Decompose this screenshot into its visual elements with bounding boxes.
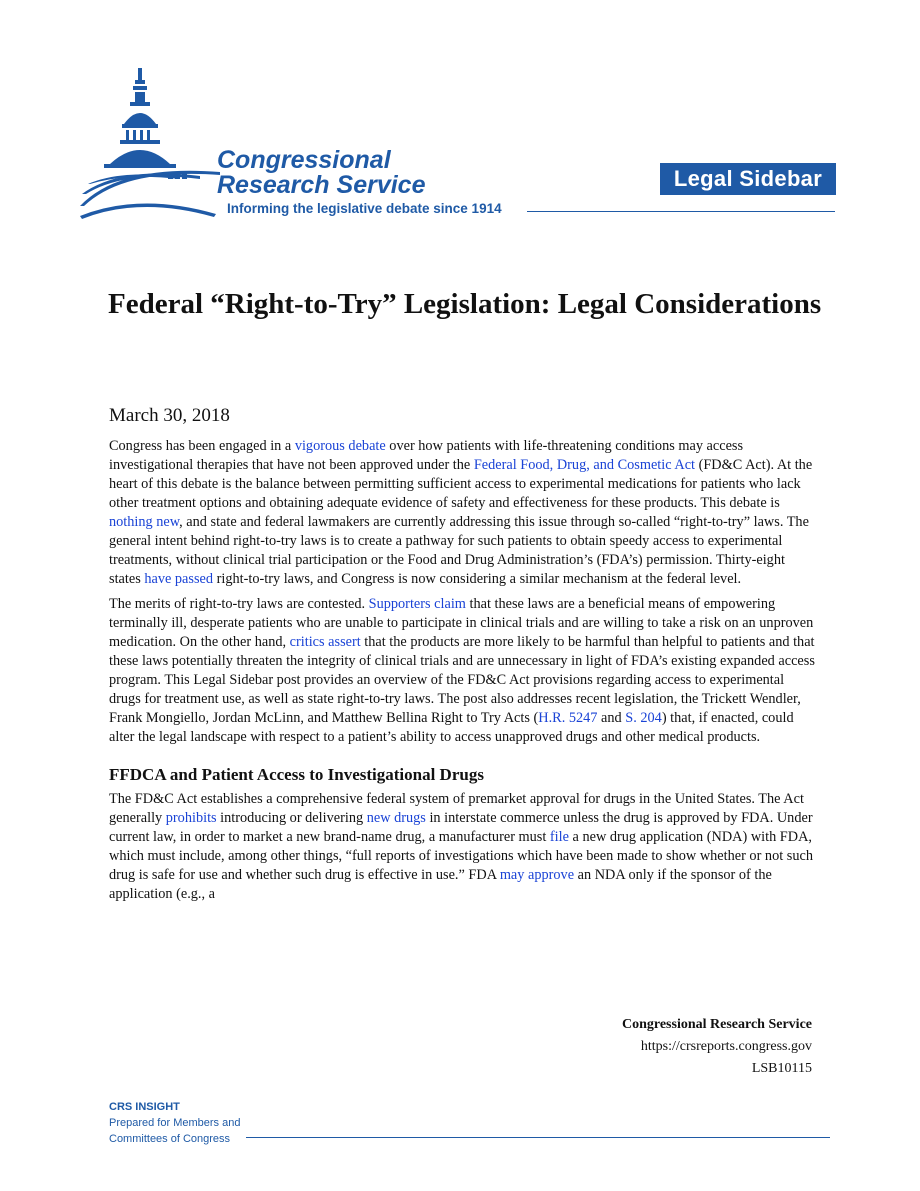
text-run: a new drug application (NDA) with FDA, which must include, among other things, “full reports of investigations which have been made to show whether or not such drug is safe for use and whether such drug is effective in use.” FDA xyxy=(109,829,813,883)
link-file[interactable]: file xyxy=(549,829,569,845)
org-name-line1: Congressional xyxy=(217,146,391,174)
link-may-approve[interactable]: may approve xyxy=(499,867,575,883)
org-name-line2: Research Service xyxy=(217,171,426,199)
paragraph-2 xyxy=(109,595,815,747)
footer-org: Congressional Research Service xyxy=(621,1017,812,1032)
text-run: The merits of right-to-try laws are contested. xyxy=(109,596,369,612)
text-run: that the products are more likely to be harmful than helpful to patients and that these laws potentially threaten the integrity of clinical trials and are unnecessary in light of FDA’s existing expanded access program. This Legal Sidebar post provides an overview of the FD&C Act provisions regarding access to experimental drugs for treatment use, as well as state right-to-try laws. The post also addresses recent legislation, the Trickett Wendler, Frank Mongiello, Jordan McLinn, and Matthew Bellina Right to Try Acts ( xyxy=(109,634,815,726)
header-divider xyxy=(527,211,835,212)
crs-insight-heading: CRS INSIGHT xyxy=(109,1101,180,1113)
link-supporters-claim[interactable]: Supporters claim xyxy=(368,596,466,612)
text-run: (FD&C Act). At the heart of this debate is the balance between permitting sufficient access to experimental medications for patients who lack other treatment options and obtaining adequate evidence of safety and effectiveness for these products. This debate is xyxy=(109,457,813,511)
link-nothing-new[interactable]: nothing new xyxy=(109,514,180,530)
crs-insight-line1: Prepared for Members and xyxy=(109,1117,241,1129)
footer-url: https://crsreports.congress.gov xyxy=(640,1039,812,1054)
org-name xyxy=(217,148,425,198)
footer-divider xyxy=(246,1137,830,1138)
publication-date: March 30, 2018 xyxy=(109,405,230,426)
text-run: over how patients with life-threatening conditions may access investigational therapies that have not been approved under the xyxy=(109,438,744,473)
footer-doc-id: LSB10115 xyxy=(751,1061,812,1076)
capitol-dome-icon xyxy=(80,66,220,222)
paragraph-3 xyxy=(109,790,815,904)
text-run: and xyxy=(597,710,626,726)
link-s-204[interactable]: S. 204 xyxy=(625,710,662,726)
paragraph-1 xyxy=(109,437,815,589)
link-critics-assert[interactable]: critics assert xyxy=(289,634,361,650)
link-have-passed[interactable]: have passed xyxy=(144,571,214,587)
crs-logo xyxy=(80,66,540,222)
crs-insight-line2: Committees of Congress xyxy=(109,1133,231,1145)
text-run: that these laws are a beneficial means of empowering terminally ill, desperate patients who are unable to participate in clinical trials and are willing to take a risk on an unproven medication. On the other hand, xyxy=(109,596,814,650)
page-title: Federal “Right-to-Try” Legislation: Legal Considerations xyxy=(108,288,822,320)
text-run: The FD&C Act establishes a comprehensive federal system of premarket approval for drugs in the United States. The Act generally xyxy=(109,791,804,826)
article-body xyxy=(109,437,815,910)
footer-info xyxy=(622,1014,812,1080)
link-fdc-act[interactable]: Federal Food, Drug, and Cosmetic Act xyxy=(473,457,696,473)
text-run: Congress has been engaged in a xyxy=(109,438,295,454)
text-run: , and state and federal lawmakers are currently addressing this issue through so-called “right-to-try” laws. The general intent behind right-to-try laws is to create a pathway for such patients to obtain speedy access to experimental treatments, without clinical trial participation or the Food and Drug Administration’s (FDA’s) permission. Thirty-eight states xyxy=(109,514,809,587)
crs-insight-block xyxy=(109,1099,240,1147)
link-hr-5247[interactable]: H.R. 5247 xyxy=(538,710,598,726)
text-run: right-to-try laws, and Congress is now considering a similar mechanism at the federal level. xyxy=(213,571,742,587)
text-run: in interstate commerce unless the drug is approved by FDA. Under current law, in order to market a new brand-name drug, a manufacturer must xyxy=(109,810,813,845)
link-new-drugs[interactable]: new drugs xyxy=(366,810,426,826)
link-prohibits[interactable]: prohibits xyxy=(165,810,217,826)
legal-sidebar-badge: Legal Sidebar xyxy=(660,163,836,195)
text-run: ) that, if enacted, could alter the legal landscape with respect to a patient’s ability to access unapproved drugs and other medical products. xyxy=(109,710,794,745)
text-run: introducing or delivering xyxy=(216,810,367,826)
section-heading: FFDCA and Patient Access to Investigational Drugs xyxy=(109,765,484,784)
tagline: Informing the legislative debate since 1914 xyxy=(227,201,502,216)
text-run: an NDA only if the sponsor of the application (e.g., a xyxy=(109,867,772,902)
link-vigorous-debate[interactable]: vigorous debate xyxy=(294,438,386,454)
